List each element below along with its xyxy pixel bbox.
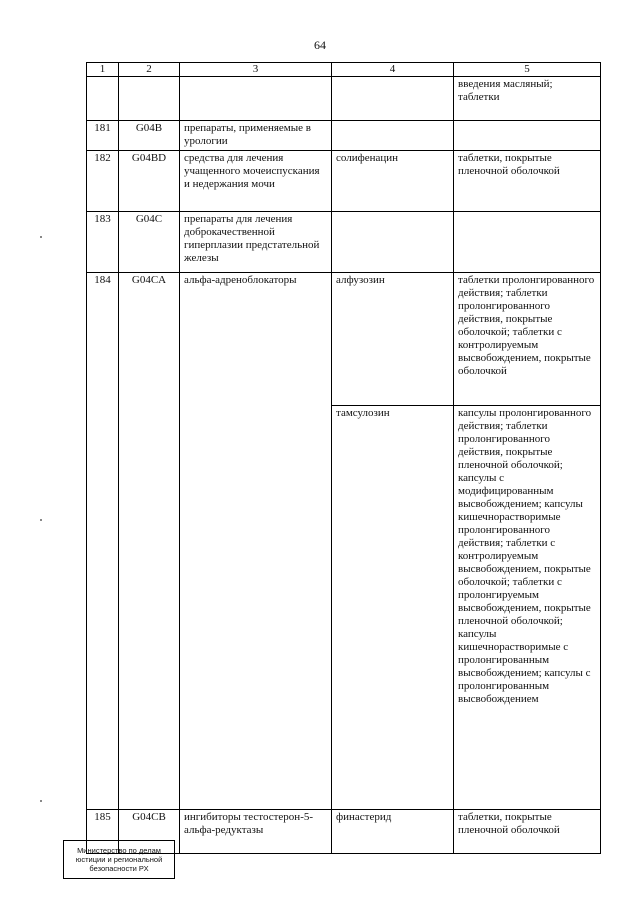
cell-code: G04BD xyxy=(119,151,180,212)
header-col-5: 5 xyxy=(454,63,601,77)
table-row xyxy=(87,151,601,212)
table-row xyxy=(87,212,601,273)
cell-num: 185 xyxy=(87,810,119,854)
cell-code: G04CB xyxy=(119,810,180,854)
cell-form: введения масляный; таблетки xyxy=(454,77,601,121)
cell-num: 183 xyxy=(87,212,119,273)
cell-code: G04CA xyxy=(119,273,180,810)
cell-form: таблетки, покрытые пленочной оболочкой xyxy=(454,810,601,854)
table-row xyxy=(87,273,601,406)
cell-code: G04C xyxy=(119,212,180,273)
cell-group: средства для лечения учащенного мочеиспускания и недержания мочи xyxy=(180,151,332,212)
cell-form xyxy=(454,212,601,273)
cell-form: таблетки, покрытые пленочной оболочкой xyxy=(454,151,601,212)
ministry-stamp xyxy=(63,840,175,879)
cell-code: G04B xyxy=(119,121,180,151)
cell-drug xyxy=(332,212,454,273)
cell-group: препараты для лечения доброкачественной гиперплазии предстательной железы xyxy=(180,212,332,273)
page-number: 64 xyxy=(314,38,326,52)
cell-num xyxy=(87,77,119,121)
margin-mark xyxy=(40,519,42,521)
cell-form: таблетки пролонгированного действия; таблетки пролонгированного действия, покрытые оболочкой; таблетки с контролируемым высвобождением, покрытые оболочкой xyxy=(454,273,601,406)
margin-mark xyxy=(40,800,42,802)
cell-form xyxy=(454,121,601,151)
header-col-4: 4 xyxy=(332,63,454,77)
cell-drug: тамсулозин xyxy=(332,406,454,810)
header-col-1: 1 xyxy=(87,63,119,77)
cell-group: альфа-адреноблокаторы xyxy=(180,273,332,810)
cell-drug: солифенацин xyxy=(332,151,454,212)
cell-num: 181 xyxy=(87,121,119,151)
stamp-line: юстиции и региональной xyxy=(75,855,163,864)
cell-group xyxy=(180,77,332,121)
cell-group: препараты, применяемые в урологии xyxy=(180,121,332,151)
medicines-table xyxy=(86,62,601,854)
cell-drug xyxy=(332,77,454,121)
cell-drug: алфузозин xyxy=(332,273,454,406)
cell-form: капсулы пролонгированного действия; таблетки пролонгированного действия, покрытые пленочной оболочкой; капсулы с модифицированным высвобождением; капсулы кишечнорастворимые пролонгированного действия; таблетки с контролируемым высвобождением, покрытые оболочкой; таблетки с пролонгируемым высвобождением, покрытые пленочной оболочкой; капсулы кишечнорастворимые с пролонгированным высвобождением; капсулы с пролонгированным высвобождением xyxy=(454,406,601,810)
cell-num: 184 xyxy=(87,273,119,810)
table-row xyxy=(87,121,601,151)
cell-drug xyxy=(332,121,454,151)
continuation-row xyxy=(87,77,601,121)
header-row xyxy=(87,63,601,77)
margin-mark xyxy=(40,236,42,238)
header-col-2: 2 xyxy=(119,63,180,77)
stamp-line: Министерство по делам xyxy=(77,846,161,855)
cell-num: 182 xyxy=(87,151,119,212)
cell-code xyxy=(119,77,180,121)
stamp-line: безопасности РХ xyxy=(89,864,149,873)
cell-drug: финастерид xyxy=(332,810,454,854)
cell-group: ингибиторы тестостерон-5-альфа-редуктазы xyxy=(180,810,332,854)
header-col-3: 3 xyxy=(180,63,332,77)
